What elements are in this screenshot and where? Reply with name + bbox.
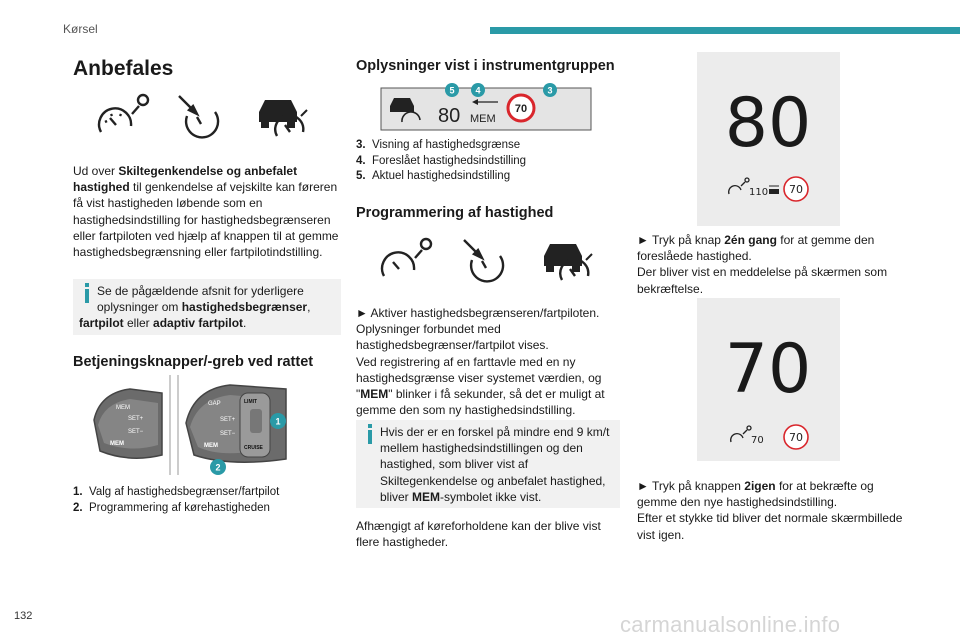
list-item: 4. Foreslået hastighedsindstilling — [356, 154, 527, 167]
display-panel-1 — [697, 52, 840, 226]
info-icon — [85, 289, 89, 303]
gap-label: GAP — [208, 401, 221, 407]
cruise-control-icon — [179, 96, 218, 137]
right-setminus-label: SET− — [220, 431, 236, 437]
steering-stalks-illustration — [90, 375, 295, 475]
adaptive-cruise-icon — [259, 100, 307, 136]
step-activate: ► Aktiver hastighedsbegrænseren/fartpiloten. Oplysninger forbundet med hastighedsbegrænser/fartpilot vises. Ved registrering af en farttavle med en ny hastighedsgrænse viser systemet værdien, og "MEM" blinker i få sekunder, så det er muligt at gemme den som ny hastighedsindstilling. — [356, 306, 605, 418]
page-title: Anbefales — [73, 57, 174, 80]
cruise-control-icon — [464, 240, 503, 281]
left-setminus-label: SET− — [128, 429, 144, 435]
header-accent-bar — [490, 27, 960, 34]
watermark: carmanualsonline.info — [620, 612, 841, 637]
panel-2-big-speed: 70 — [724, 330, 812, 409]
limiter-icon — [382, 239, 431, 276]
panel-1-sign: 70 — [789, 183, 803, 196]
display-panel-2 — [697, 298, 840, 461]
info-icon-dot — [368, 424, 372, 428]
cluster-speed: 80 — [438, 105, 461, 127]
list-item: 2. Programmering af kørehastigheden — [73, 501, 270, 514]
panel-2-sign: 70 — [789, 431, 803, 444]
info-box-see-sections: Se de pågældende afsnit for yderligere oplysninger om hastighedsbegrænser, fartpilot eller adaptiv fartpilot. — [73, 279, 341, 335]
cruise-label: CRUISE — [244, 445, 263, 451]
list-item: 3. Visning af hastighedsgrænse — [356, 139, 521, 151]
callout-5: 5 — [449, 85, 455, 96]
mem-mini-icon — [769, 186, 779, 194]
running-header: Kørsel — [63, 22, 98, 36]
adaptive-cruise-icon — [544, 244, 592, 280]
cluster-mem: MEM — [470, 113, 496, 125]
limiter-icon — [99, 95, 148, 132]
list-item: 1. Valg af hastighedsbegrænser/fartpilot — [73, 486, 280, 498]
callout-3: 3 — [547, 85, 553, 96]
recommended-icons — [95, 92, 325, 142]
limit-label: LIMIT — [244, 399, 258, 405]
gauge-small-icon — [731, 426, 751, 442]
panel-1-small-speed: 110 — [749, 187, 769, 198]
controls-legend — [73, 485, 343, 516]
right-mem-label: MEM — [204, 443, 218, 449]
info-box-mem: Hvis der er en forskel på mindre end 9 km/t mellem hastighedsindstillingen og den hastighed, som bliver vist af Skiltegenkendelse og anbefalet hastighed, bliver MEM-symbolet ikke vist. — [356, 420, 620, 508]
panel-1-big-speed: 80 — [724, 84, 812, 163]
closing-paragraph: Afhængigt af køreforholdene kan der blive vist flere hastigheder. — [356, 519, 601, 550]
callout-1: 1 — [275, 416, 281, 427]
gauge-small-icon — [729, 178, 749, 194]
cluster-sign: 70 — [514, 103, 528, 115]
cluster-heading: Oplysninger vist i instrumentgruppen — [356, 58, 615, 74]
programming-icons — [378, 236, 608, 286]
left-mem-label: MEM — [116, 405, 130, 411]
panel-1-graphic — [697, 52, 840, 226]
left-setplus-label: SET+ — [128, 416, 144, 422]
info-icon — [368, 430, 372, 444]
callout-2: 2 — [215, 462, 221, 473]
right-setplus-label: SET+ — [220, 417, 236, 423]
page-number: 132 — [14, 610, 33, 622]
cluster-legend — [356, 138, 621, 185]
panel-2-small-speed: 70 — [751, 435, 764, 446]
info-icon-dot — [85, 283, 89, 287]
programming-heading: Programmering af hastighed — [356, 205, 554, 221]
step-press-again: ► Tryk på knappen 2igen for at bekræfte og gemme den nye hastighedsindstilling. Efter et stykke tid bliver det normale skærmbillede vist igen. — [637, 479, 903, 542]
panel-2-graphic — [697, 298, 840, 461]
step-press-once: ► Tryk på knap 2én gang for at gemme den foreslåede hastighed. Der bliver vist en meddelelse på skærmen som bekræftelse. — [637, 233, 888, 296]
left-mem-button-label: MEM — [110, 441, 124, 447]
list-item: 5. Aktuel hastighedsindstilling — [356, 170, 511, 182]
callout-4: 4 — [475, 85, 481, 96]
instrument-cluster-display — [380, 82, 592, 132]
controls-heading: Betjeningsknapper/-greb ved rattet — [73, 354, 314, 370]
intro-paragraph: Ud over Skiltegenkendelse og anbefalet hastighed til genkendelse af vejskilte kan føreren få vist hastigheden løbende som en hastighedsindstilling for hastighedsbegrænseren eller fartpiloten ved hjælp af knappen til at gemme hastighedsbegrænsning eller fartpilotindstilling. — [73, 164, 339, 260]
